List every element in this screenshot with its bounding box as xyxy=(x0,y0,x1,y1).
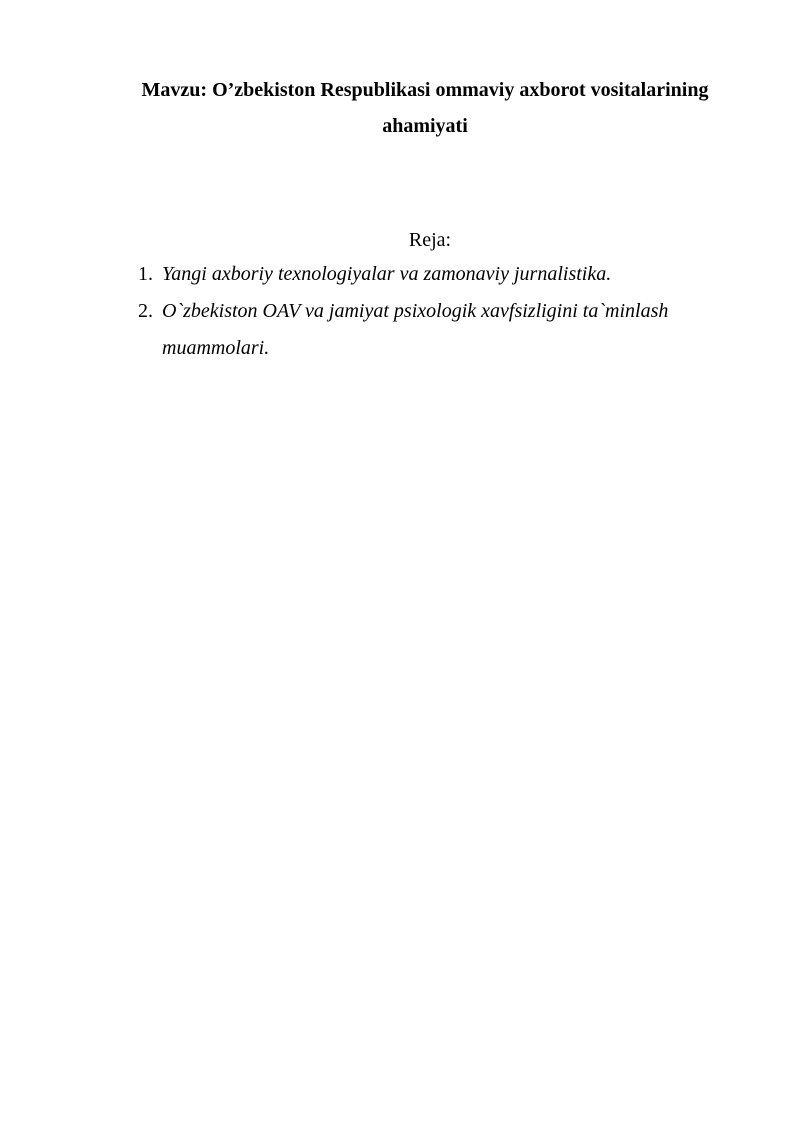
plan-item-number: 1. xyxy=(138,263,153,285)
plan-item-2 xyxy=(138,293,728,367)
document-title: Mavzu: O’zbekiston Respublikasi ommaviy axborot vositalarining ahamiyati xyxy=(141,79,709,137)
plan-item-number: 2. xyxy=(138,300,153,322)
plan-item-1 xyxy=(138,256,728,293)
plan-heading: Reja: xyxy=(408,229,452,251)
plan-item-text: Yangi axboriy texnologiyalar va zamonaviy jurnalistika. xyxy=(162,263,612,285)
plan-list xyxy=(138,256,728,367)
plan-item-text: O`zbekiston OAV va jamiyat psixologik xavfsizligini ta`minlash muammolari. xyxy=(162,300,669,359)
